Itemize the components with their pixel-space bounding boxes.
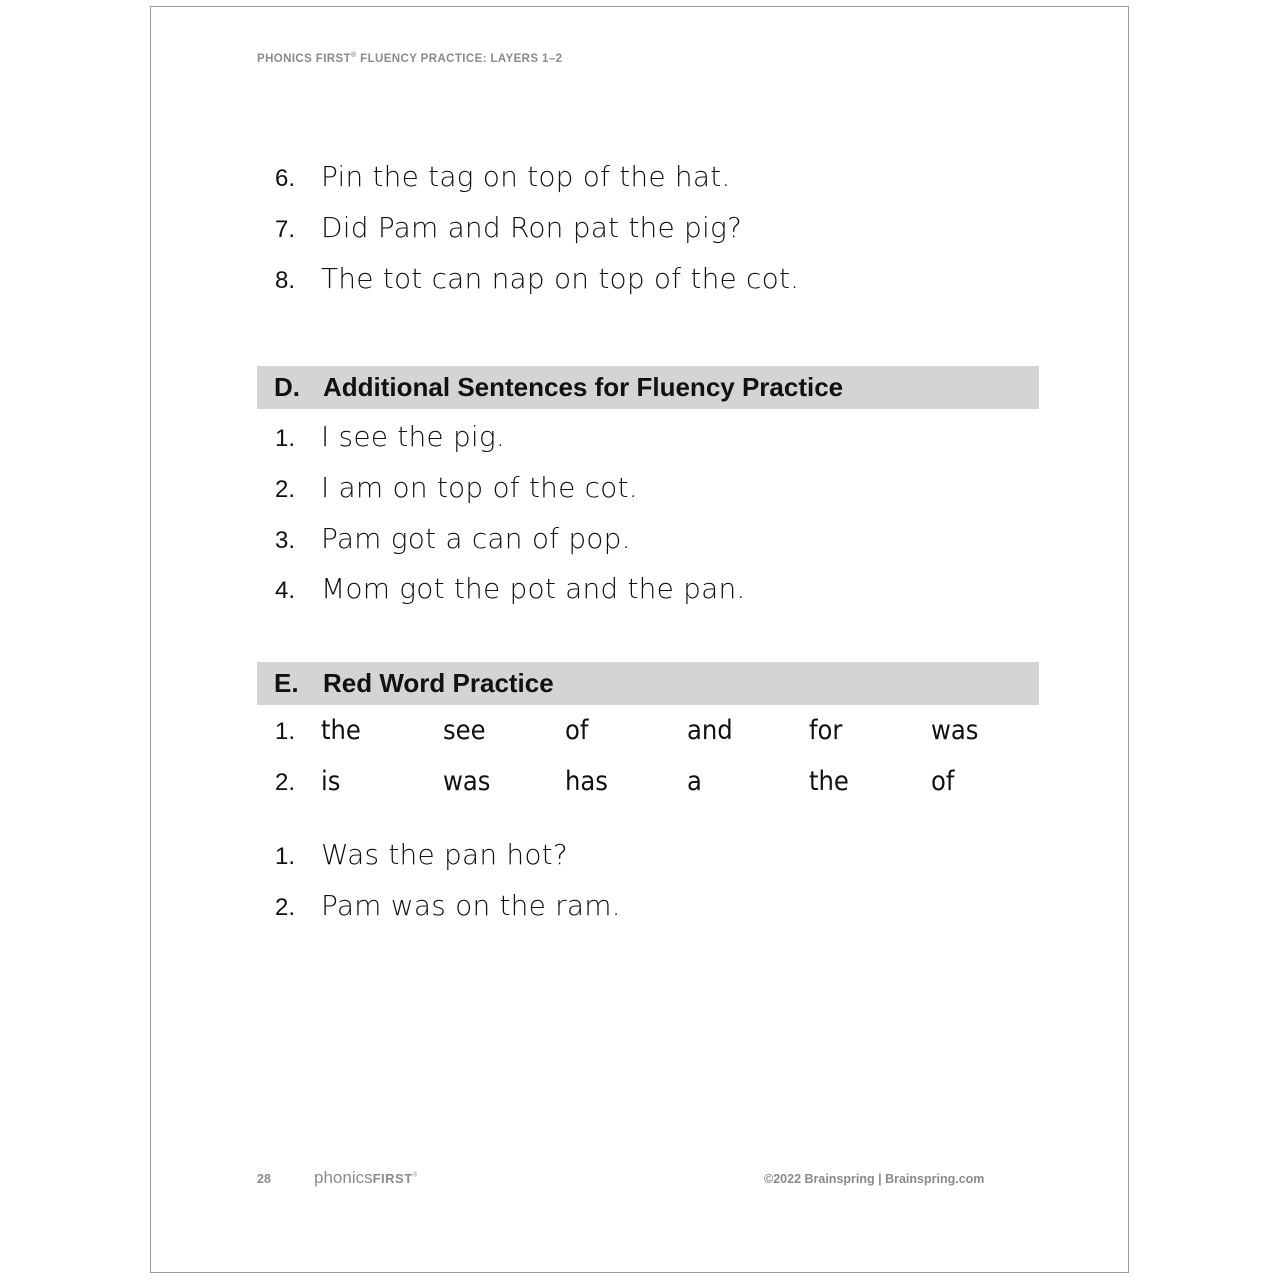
list-item [275, 420, 505, 466]
registered-mark: ® [351, 52, 357, 59]
item-text: I see the pig. [321, 420, 506, 453]
red-word: was [931, 715, 979, 746]
item-text: Was the pan hot? [321, 838, 568, 871]
logo-registered-mark: ® [412, 1172, 418, 1179]
list-item [275, 889, 621, 935]
word-row [275, 766, 1053, 812]
red-word: and [687, 715, 733, 746]
list-item [275, 160, 730, 206]
list-item [275, 211, 742, 257]
item-number: 7. [275, 216, 296, 243]
item-text: Did Pam and Ron pat the pig? [321, 211, 743, 244]
running-header-subtitle: FLUENCY PRACTICE: LAYERS 1–2 [356, 52, 563, 65]
list-item [275, 262, 799, 308]
item-text: Pam got a can of pop. [321, 522, 631, 555]
list-item [275, 838, 568, 884]
item-number: 6. [275, 165, 296, 192]
running-header [257, 52, 562, 65]
item-text: Pam was on the ram. [321, 889, 621, 922]
row-number: 2. [275, 769, 296, 796]
phonics-first-logo [314, 1168, 417, 1188]
copyright: ©2022 Brainspring | Brainspring.com [764, 1172, 985, 1186]
item-text: The tot can nap on top of the cot. [321, 262, 800, 295]
section-d-header [257, 366, 1039, 409]
list-item [275, 522, 631, 568]
section-title: Additional Sentences for Fluency Practice [323, 372, 844, 402]
item-text: I am on top of the cot. [321, 471, 638, 504]
item-number: 1. [275, 843, 296, 870]
section-e-header [257, 662, 1039, 705]
item-number: 1. [275, 425, 296, 452]
list-item [275, 471, 638, 517]
item-number: 4. [275, 577, 296, 604]
section-title: Red Word Practice [323, 668, 554, 698]
red-word: of [565, 715, 589, 746]
running-header-title: PHONICS FIRST [257, 52, 352, 65]
red-word: for [809, 715, 843, 746]
red-word: was [443, 766, 491, 797]
section-letter: D. [274, 372, 300, 402]
logo-bold-text: FIRST [372, 1171, 413, 1186]
red-word: see [443, 715, 486, 746]
word-row [275, 715, 1053, 761]
item-number: 3. [275, 527, 296, 554]
item-text: Mom got the pot and the pan. [321, 572, 746, 605]
red-word: of [931, 766, 955, 797]
section-letter: E. [274, 668, 299, 698]
red-word: a [687, 766, 702, 797]
item-number: 2. [275, 476, 296, 503]
red-word: has [565, 766, 608, 797]
page-number: 28 [257, 1172, 271, 1186]
item-text: Pin the tag on top of the hat. [321, 160, 731, 193]
list-item [275, 572, 746, 618]
logo-light-text: phonics [314, 1168, 373, 1187]
red-word: the [809, 766, 849, 797]
item-number: 2. [275, 894, 296, 921]
item-number: 8. [275, 267, 296, 294]
red-word: the [321, 715, 361, 746]
red-word: is [321, 766, 341, 797]
row-number: 1. [275, 718, 296, 745]
